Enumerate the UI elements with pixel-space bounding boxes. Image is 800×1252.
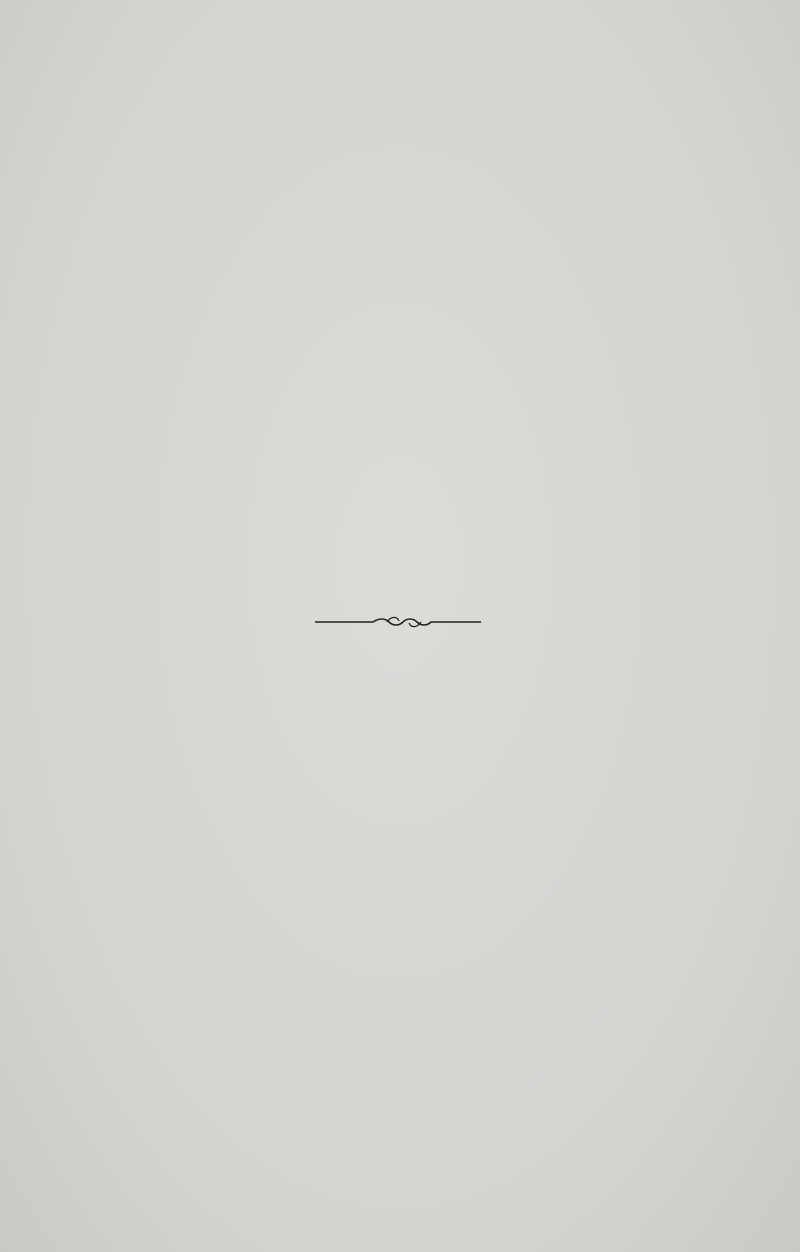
section-divider-ornament bbox=[313, 612, 483, 632]
